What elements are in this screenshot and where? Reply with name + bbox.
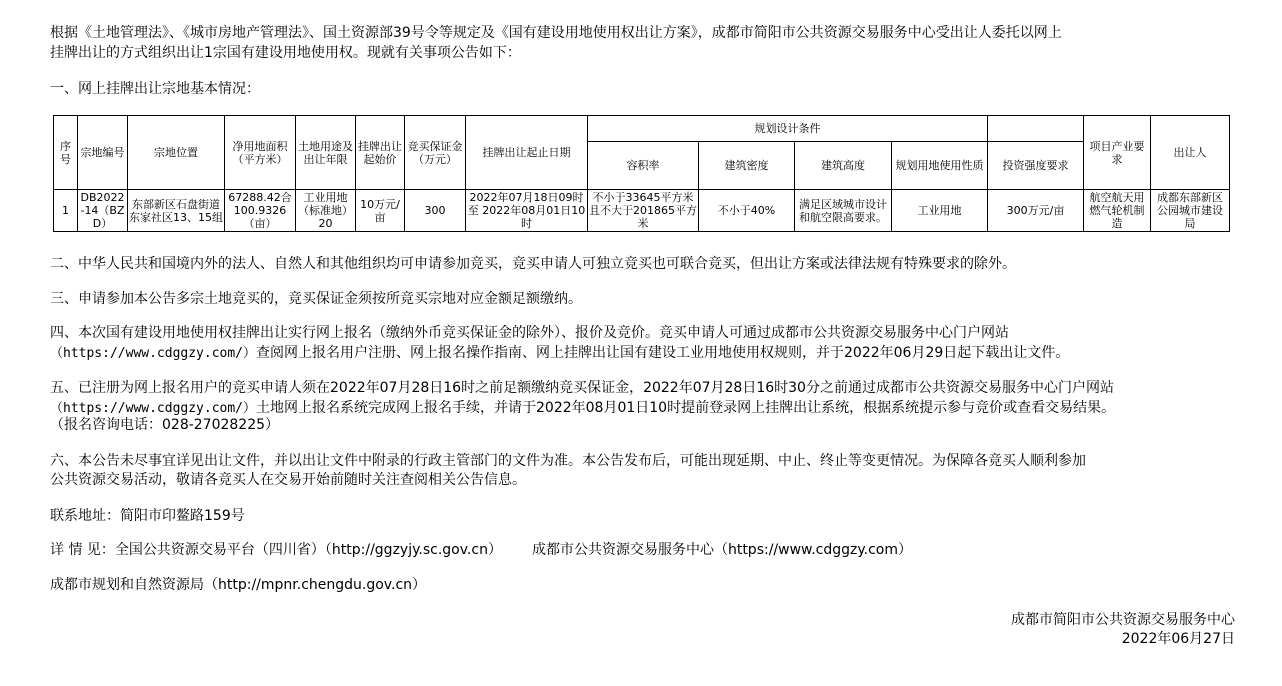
contact-address: 联系地址：简阳市印鳌路159号: [50, 508, 245, 524]
cell-height: 满足区域城市设计和航空限高要求。: [795, 190, 892, 232]
details-line: [50, 540, 1240, 560]
cell-industry: 航空航天用燃气轮机制造: [1084, 190, 1151, 232]
header-area: 净用地面积（平方米）: [225, 116, 296, 190]
header-far: 容积率: [588, 142, 699, 190]
intro-line-2: 挂牌出让的方式组织出让1宗国有建设用地使用权。现就有关事项公告如下：: [50, 45, 521, 61]
cell-area: 67288.42合100.9326（亩）: [225, 190, 296, 232]
header-height: 建筑高度: [795, 142, 892, 190]
section-5-line-1: 五、已注册为网上报名用户的竞买申请人须在2022年07月28日16时之前足额缴纳竞买保证金，2022年07月28日16时30分之前通过成都市公共资源交易服务中心门户网站: [50, 380, 1114, 396]
cell-transferor: 成都东部新区公园城市建设局: [1151, 190, 1230, 232]
section-5-phone: （报名咨询电话：028-27028225）: [50, 417, 280, 433]
section-4-line-2: [50, 343, 1240, 364]
header-planned-use: 规划用地使用性质: [892, 142, 988, 190]
cell-period: 2022年07月18日09时至 2022年08月01日10时: [466, 190, 588, 232]
header-deposit: 竞买保证金（万元）: [405, 116, 466, 190]
signature-date: 2022年06月27日: [1121, 631, 1235, 647]
cell-code: DB2022-14（BZD）: [78, 190, 128, 232]
section-1-title: 一、网上挂牌出让宗地基本情况：: [50, 81, 260, 97]
intro-line-1: 根据《土地管理法》、《城市房地产管理法》、国土资源部39号令等规定及《国有建设用地使用权出让方案》，成都市简阳市公共资源交易服务中心受出让人委托以网上: [50, 25, 1062, 41]
land-table: [53, 115, 1230, 232]
table-row: [54, 190, 1230, 232]
platform-link-sichuan[interactable]: 全国公共资源交易平台（四川省）（http://ggzyjy.sc.gov.cn）: [114, 542, 502, 558]
cdggzy-link[interactable]: （https://www.cdggzy.com/）: [50, 346, 257, 361]
header-planning: 规划设计条件: [588, 116, 988, 142]
header-seq: 序号: [54, 116, 78, 190]
cdggzy-link[interactable]: （https://www.cdggzy.com/）: [50, 401, 257, 416]
section-6-line-2: 公共资源交易活动，敬请各竞买人在交易开始前随时关注查阅相关公告信息。: [50, 472, 526, 488]
platform-link-mpnr[interactable]: 成都市规划和自然资源局（http://mpnr.chengdu.gov.cn）: [50, 577, 427, 593]
cell-deposit: 300: [405, 190, 466, 232]
section-5-line-2-text: 土地网上报名系统完成网上报名手续，并请于2022年08月01日10时提前登录网上挂牌出让系统，根据系统提示参与竞价或查看交易结果。: [256, 400, 1116, 416]
header-code: 宗地编号: [78, 116, 128, 190]
header-use: 土地用途及出让年限: [296, 116, 356, 190]
header-industry: 项目产业要求: [1084, 116, 1151, 190]
section-4-line-1: 四、本次国有建设用地使用权挂牌出让实行网上报名（缴纳外币竞买保证金的除外）、报价及竞价。竞买申请人可通过成都市公共资源交易服务中心门户网站: [50, 325, 1009, 341]
header-location: 宗地位置: [128, 116, 225, 190]
cell-seq: 1: [54, 190, 78, 232]
cell-start-price: 10万元/亩: [356, 190, 405, 232]
section-4-line-2-text: 查阅网上报名用户注册、网上报名操作指南、网上挂牌出让国有建设工业用地使用权规则，并于2022年06月29日起下载出让文件。: [256, 345, 1070, 361]
cell-density: 不小于40%: [699, 190, 795, 232]
header-start-price: 挂牌出让起始价: [356, 116, 405, 190]
platform-link-cdggzy[interactable]: 成都市公共资源交易服务中心（https://www.cdggzy.com）: [531, 542, 912, 558]
table-header-row-1: [54, 116, 1230, 142]
signature-org: 成都市简阳市公共资源交易服务中心: [1011, 612, 1235, 628]
cell-use: 工业用地（标准地）20: [296, 190, 356, 232]
header-period: 挂牌出让起止日期: [466, 116, 588, 190]
cell-location: 东部新区石盘街道东家社区13、15组: [128, 190, 225, 232]
section-2: 二、中华人民共和国境内外的法人、自然人和其他组织均可申请参加竞买，竞买申请人可独立竞买也可联合竞买，但出让方案或法律法规有特殊要求的除外。: [50, 256, 1016, 272]
section-3: 三、申请参加本公告多宗土地竞买的，竞买保证金须按所竞买宗地对应金额足额缴纳。: [50, 291, 582, 307]
details-label: 详 情 见：: [50, 542, 115, 558]
cell-investment: 300万元/亩: [988, 190, 1084, 232]
section-6-line-1: 六、本公告未尽事宜详见出让文件，并以出让文件中附录的行政主管部门的文件为准。本公告发布后，可能出现延期、中止、终止等变更情况。为保障各竞买人顺利参加: [50, 453, 1086, 469]
cell-planned-use: 工业用地: [892, 190, 988, 232]
header-blank: [988, 116, 1084, 142]
cell-far: 不小于33645平方米且不大于201865平方米: [589, 191, 697, 230]
header-density: 建筑密度: [699, 142, 795, 190]
header-investment: 投资强度要求: [988, 142, 1084, 190]
header-transferor: 出让人: [1151, 116, 1230, 190]
